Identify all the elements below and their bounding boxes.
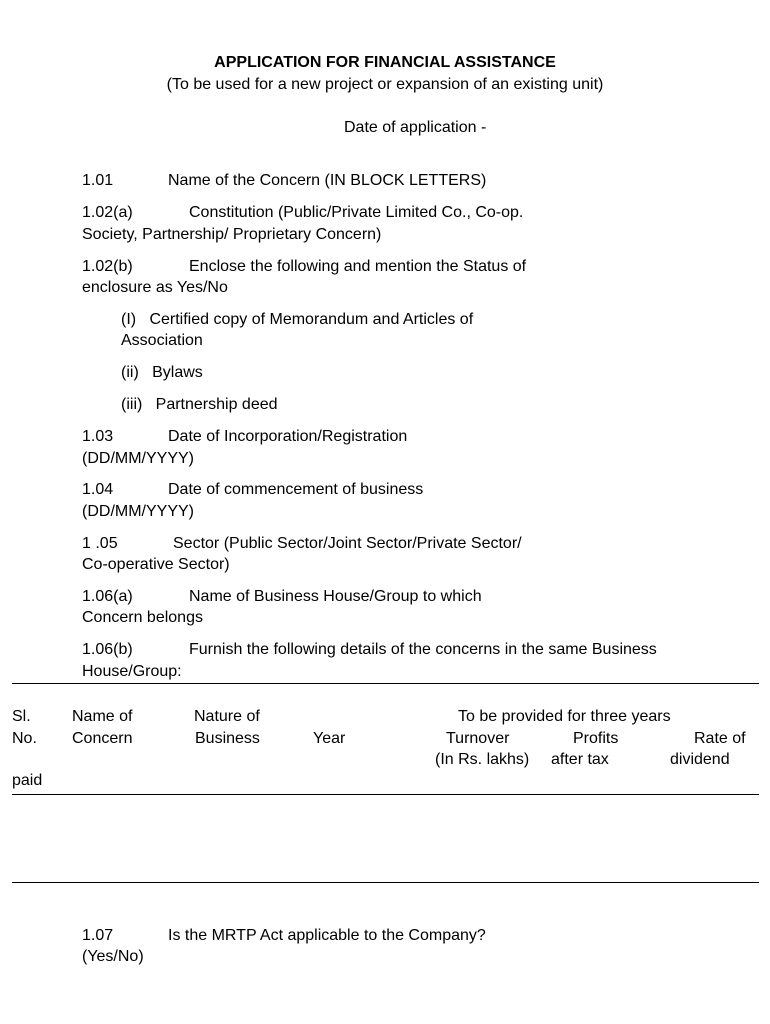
item-1-06a-continuation: Concern belongs (82, 609, 203, 626)
subitem-memorandum: (I) Certified copy of Memorandum and Articles of (121, 311, 474, 328)
item-1-02b-text: Enclose the following and mention the Status of (189, 258, 527, 275)
table-header-name-of: Name of (72, 708, 133, 725)
table-header-profits: Profits (573, 730, 619, 747)
item-1-05-text: Sector (Public Sector/Joint Sector/Private Sector/ (173, 535, 522, 552)
item-1-06b-number: 1.06(b) (82, 641, 133, 658)
item-1-05-continuation: Co-operative Sector) (82, 556, 230, 573)
item-1-06b-continuation: House/Group: (82, 663, 182, 680)
table-header-bottom-rule (12, 794, 759, 795)
table-header-after-tax: after tax (551, 751, 609, 768)
item-1-02b-number: 1.02(b) (82, 258, 133, 275)
item-1-06a-text: Name of Business House/Group to which (189, 588, 482, 605)
date-of-application-label: Date of application - (344, 119, 487, 136)
table-bottom-rule (12, 882, 759, 883)
table-header-turnover: Turnover (446, 730, 510, 747)
item-1-03-continuation: (DD/MM/YYYY) (82, 450, 194, 467)
table-header-no: No. (12, 730, 37, 747)
table-top-rule (12, 683, 759, 684)
form-subtitle: (To be used for a new project or expansion of an existing unit) (166, 76, 604, 93)
subitem-memorandum-continuation: Association (121, 332, 203, 349)
table-header-three-years: To be provided for three years (458, 708, 671, 725)
subitem-bylaws: (ii) Bylaws (121, 364, 203, 381)
table-header-dividend: dividend (670, 751, 730, 768)
item-1-02a-continuation: Society, Partnership/ Proprietary Concern) (82, 226, 382, 243)
table-header-concern: Concern (72, 730, 133, 747)
table-header-in-rs-lakhs: (In Rs. lakhs) (435, 751, 530, 768)
item-1-02a-text: Constitution (Public/Private Limited Co., Co-op. (189, 204, 524, 221)
item-1-06a-number: 1.06(a) (82, 588, 133, 605)
item-1-04-text: Date of commencement of business (168, 481, 424, 498)
item-1-01-text: Name of the Concern (IN BLOCK LETTERS) (168, 172, 487, 189)
item-1-07-number: 1.07 (82, 927, 114, 944)
item-1-03-number: 1.03 (82, 428, 114, 445)
table-header-rate-of: Rate of (694, 730, 746, 747)
item-1-03-text: Date of Incorporation/Registration (168, 428, 408, 445)
form-title: APPLICATION FOR FINANCIAL ASSISTANCE (214, 54, 556, 71)
table-header-business: Business (195, 730, 260, 747)
item-1-01-number: 1.01 (82, 172, 114, 189)
subitem-partnership-deed: (iii) Partnership deed (121, 396, 278, 413)
item-1-02b-continuation: enclosure as Yes/No (82, 279, 228, 296)
item-1-06b-text: Furnish the following details of the concerns in the same Business (189, 641, 657, 658)
table-header-sl: Sl. (12, 708, 31, 725)
table-header-nature-of: Nature of (194, 708, 260, 725)
table-header-paid: paid (12, 772, 43, 789)
item-1-02a-number: 1.02(a) (82, 204, 133, 221)
item-1-04-number: 1.04 (82, 481, 114, 498)
table-header-year: Year (313, 730, 346, 747)
item-1-07-continuation: (Yes/No) (82, 948, 144, 965)
item-1-05-number: 1 .05 (82, 535, 118, 552)
item-1-04-continuation: (DD/MM/YYYY) (82, 503, 194, 520)
item-1-07-text: Is the MRTP Act applicable to the Company? (168, 927, 486, 944)
